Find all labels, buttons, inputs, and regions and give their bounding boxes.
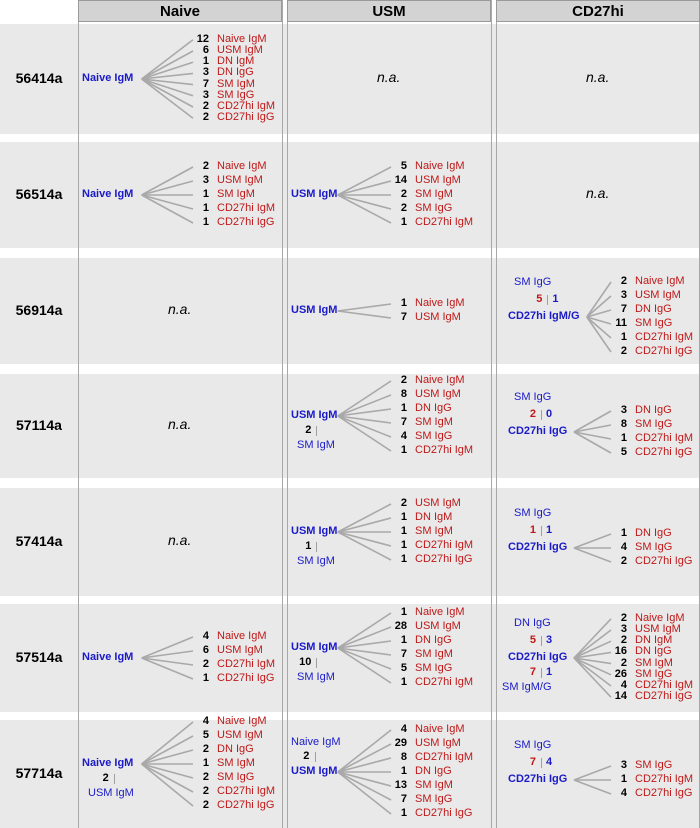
target-label: SM IgG (635, 317, 673, 329)
target-count: 1 (400, 807, 407, 819)
upstream-count-left: 7 (529, 756, 536, 768)
target-count: 3 (620, 623, 627, 635)
count-separator (541, 758, 542, 768)
target-count: 1 (400, 444, 407, 456)
target-count: 2 (620, 634, 627, 647)
target-count: 1 (400, 297, 407, 309)
sample-id: 57514a (15, 649, 63, 665)
target-count: 2 (202, 771, 209, 783)
target-count: 1 (620, 773, 627, 785)
count-separator (316, 542, 317, 552)
target-label: CD27hi IgG (635, 446, 693, 458)
target-count: 2 (202, 160, 209, 172)
target-label: SM IgG (635, 667, 673, 680)
target-count: 1 (400, 216, 407, 228)
count-separator (541, 410, 542, 420)
target-count: 2 (620, 275, 627, 287)
downstream-count: 2 (305, 424, 312, 436)
downstream-label: USM IgM (88, 787, 134, 799)
target-count: 6 (202, 44, 209, 56)
target-label: DN IgG (415, 765, 452, 777)
target-label: CD27hi IgG (217, 216, 275, 228)
upstream-count-right: 0 (546, 408, 553, 420)
target-label: DN IgG (635, 303, 672, 315)
target-label: DN IgG (217, 743, 254, 755)
target-label: CD27hi IgM (217, 658, 276, 670)
target-label: SM IgM (415, 779, 453, 791)
target-count: 2 (202, 743, 209, 755)
target-label: DN IgG (415, 402, 452, 414)
target-count: 2 (400, 497, 407, 509)
target-count: 12 (196, 32, 209, 45)
target-label: CD27hi IgG (217, 111, 275, 124)
upstream-label: SM IgG (514, 391, 552, 403)
downstream-label: SM IgM (297, 671, 335, 683)
target-count: 1 (202, 55, 209, 68)
target-count: 7 (400, 793, 407, 805)
target-label: DN IgG (217, 66, 254, 79)
target-label: CD27hi IgM (415, 444, 474, 456)
target-count: 7 (620, 303, 627, 315)
target-label: DN IgM (415, 511, 453, 523)
upstream-label: SM IgG (514, 276, 552, 288)
column-header-naive: Naive (78, 0, 282, 22)
target-count: 5 (400, 160, 407, 172)
target-label: USM IgM (217, 44, 263, 56)
downstream-count-left: 7 (529, 666, 536, 678)
target-count: 4 (620, 679, 627, 691)
target-count: 1 (202, 757, 209, 769)
target-label: DN IgM (635, 634, 673, 647)
target-label: USM IgM (217, 174, 263, 186)
target-label: Naive IgM (415, 297, 465, 309)
upstream-label: SM IgG (514, 507, 552, 519)
source-node: CD27hi IgG (508, 541, 568, 553)
target-label: Naive IgM (415, 374, 465, 386)
source-node: Naive IgM (82, 757, 134, 769)
target-label: SM IgM (415, 525, 453, 537)
target-count: 1 (202, 188, 209, 200)
upstream-count-right: 1 (552, 293, 559, 305)
target-count: 16 (614, 645, 627, 658)
source-node: USM IgM (291, 188, 338, 200)
downstream-count: 1 (305, 540, 312, 552)
target-count: 7 (202, 77, 209, 90)
target-label: SM IgM (415, 416, 453, 428)
sample-id: 56914a (15, 302, 63, 318)
target-label: SM IgM (217, 77, 255, 90)
source-node: CD27hi IgG (508, 425, 568, 437)
sample-id: 57114a (16, 417, 62, 433)
target-label: Naive IgM (635, 275, 685, 287)
source-node: Naive IgM (82, 651, 134, 663)
target-label: SM IgG (635, 541, 673, 553)
downstream-label: SM IgM (297, 555, 335, 567)
upstream-count-right: 1 (546, 524, 553, 536)
target-count: 7 (400, 648, 407, 660)
source-node: USM IgM (291, 304, 338, 316)
sample-id: 57414a (15, 533, 63, 549)
target-label: SM IgG (217, 88, 255, 101)
source-node: CD27hi IgM/G (508, 310, 580, 322)
target-label: SM IgM (217, 757, 255, 769)
target-label: CD27hi IgM (415, 676, 474, 688)
target-label: USM IgM (217, 729, 263, 741)
target-label: CD27hi IgG (635, 787, 693, 799)
target-label: DN IgM (217, 55, 255, 68)
target-label: Naive IgM (217, 715, 267, 727)
target-label: SM IgM (635, 656, 673, 669)
target-count: 7 (400, 416, 407, 428)
target-count: 1 (400, 539, 407, 551)
target-label: USM IgM (415, 737, 461, 749)
source-node: Naive IgM (82, 72, 134, 84)
target-count: 2 (202, 100, 209, 112)
target-count: 8 (400, 751, 407, 763)
count-separator (541, 636, 542, 646)
target-label: SM IgG (415, 793, 453, 805)
target-count: 2 (620, 656, 627, 669)
downstream-count-right: 1 (546, 666, 553, 678)
target-label: USM IgM (415, 388, 461, 400)
target-label: SM IgG (217, 771, 255, 783)
target-count: 1 (400, 676, 407, 688)
count-separator (316, 426, 317, 436)
upstream-label: SM IgG (514, 739, 552, 751)
target-label: SM IgG (635, 418, 673, 430)
target-label: CD27hi IgM (415, 539, 474, 551)
target-count: 14 (394, 174, 407, 186)
target-label: CD27hi IgM (415, 216, 474, 228)
target-count: 1 (400, 525, 407, 537)
target-count: 7 (400, 311, 407, 323)
target-count: 1 (202, 202, 209, 214)
target-count: 4 (202, 630, 209, 642)
downstream-label: SM IgM (297, 439, 335, 451)
count-separator (315, 752, 316, 762)
target-count: 3 (620, 759, 627, 771)
target-count: 2 (400, 374, 407, 386)
target-count: 1 (400, 511, 407, 523)
not-available-label: n.a. (586, 69, 610, 85)
target-count: 2 (202, 785, 209, 797)
target-count: 1 (202, 216, 209, 228)
target-count: 2 (620, 555, 627, 567)
target-count: 1 (400, 402, 407, 414)
source-node: USM IgM (291, 409, 338, 421)
target-count: 14 (614, 690, 627, 703)
target-count: 29 (394, 737, 407, 749)
target-count: 3 (202, 66, 209, 79)
target-label: SM IgM (415, 648, 453, 660)
target-count: 3 (620, 404, 627, 416)
target-label: DN IgG (635, 645, 672, 658)
target-count: 2 (620, 345, 627, 357)
target-label: CD27hi IgG (415, 807, 473, 819)
target-count: 2 (400, 202, 407, 214)
source-node: Naive IgM (82, 188, 134, 200)
target-count: 26 (614, 667, 627, 680)
target-label: CD27hi IgG (217, 672, 275, 684)
target-label: SM IgG (635, 759, 673, 771)
target-label: Naive IgM (635, 611, 685, 624)
column-header-cd27hi: CD27hi (496, 0, 700, 22)
source-node: CD27hi IgG (508, 651, 568, 663)
downstream-count: 2 (102, 772, 109, 784)
target-label: CD27hi IgM (635, 773, 694, 785)
target-label: USM IgM (415, 620, 461, 632)
target-count: 5 (202, 729, 209, 741)
target-label: Naive IgM (415, 160, 465, 172)
not-available-label: n.a. (168, 301, 192, 317)
target-label: CD27hi IgG (217, 799, 275, 811)
target-count: 8 (400, 388, 407, 400)
target-count: 13 (394, 779, 407, 791)
target-count: 8 (620, 418, 627, 430)
upstream-count-left: 5 (529, 634, 536, 646)
target-count: 1 (400, 765, 407, 777)
target-count: 1 (400, 606, 407, 618)
target-count: 5 (620, 446, 627, 458)
target-count: 1 (620, 331, 627, 343)
upstream-count-left: 2 (529, 408, 536, 420)
target-label: USM IgM (635, 623, 681, 635)
target-count: 6 (202, 644, 209, 656)
target-count: 3 (620, 289, 627, 301)
target-label: USM IgM (217, 644, 263, 656)
target-label: CD27hi IgM (635, 679, 694, 691)
count-separator (541, 668, 542, 678)
column-header-usm: USM (287, 0, 491, 22)
target-label: SM IgM (415, 188, 453, 200)
target-label: USM IgM (415, 497, 461, 509)
target-label: CD27hi IgM (217, 100, 276, 112)
target-count: 4 (400, 723, 407, 735)
source-node: USM IgM (291, 525, 338, 537)
count-separator (547, 295, 548, 305)
count-separator (316, 658, 317, 668)
target-count: 3 (202, 174, 209, 186)
target-label: USM IgM (635, 289, 681, 301)
source-node: USM IgM (291, 641, 338, 653)
upstream-label: DN IgG (514, 617, 551, 629)
target-label: CD27hi IgG (635, 690, 693, 703)
sample-id: 57714a (15, 765, 63, 781)
target-count: 2 (202, 799, 209, 811)
count-separator (114, 774, 115, 784)
target-label: CD27hi IgM (415, 751, 474, 763)
source-node: CD27hi IgG (508, 773, 568, 785)
target-label: DN IgG (635, 527, 672, 539)
sample-id: 56414a (15, 70, 63, 86)
upstream-count: 2 (303, 750, 310, 762)
target-label: DN IgG (635, 404, 672, 416)
target-label: CD27hi IgG (415, 553, 473, 565)
target-count: 1 (202, 672, 209, 684)
not-available-label: n.a. (168, 416, 192, 432)
downstream-count: 10 (299, 656, 312, 668)
target-count: 2 (202, 111, 209, 124)
target-label: CD27hi IgM (217, 785, 276, 797)
target-label: USM IgM (415, 174, 461, 186)
target-label: Naive IgM (415, 723, 465, 735)
target-label: DN IgG (415, 634, 452, 646)
upstream-count-right: 3 (546, 634, 553, 646)
target-count: 2 (400, 188, 407, 200)
target-label: SM IgM (217, 188, 255, 200)
target-count: 4 (400, 430, 407, 442)
target-count: 5 (400, 662, 407, 674)
target-label: SM IgG (415, 430, 453, 442)
downstream-label: SM IgM/G (502, 681, 552, 693)
upstream-label: Naive IgM (291, 736, 341, 748)
target-label: CD27hi IgM (217, 202, 276, 214)
target-label: Naive IgM (415, 606, 465, 618)
target-label: CD27hi IgM (635, 331, 694, 343)
target-count: 4 (202, 715, 209, 727)
target-count: 1 (400, 634, 407, 646)
target-label: Naive IgM (217, 160, 267, 172)
target-count: 11 (615, 317, 627, 329)
sample-id: 56514a (15, 186, 63, 202)
count-separator (541, 526, 542, 536)
target-label: SM IgG (415, 662, 453, 674)
target-label: SM IgG (415, 202, 453, 214)
not-available-label: n.a. (377, 69, 401, 85)
target-label: CD27hi IgG (635, 345, 693, 357)
not-available-label: n.a. (168, 532, 192, 548)
target-label: CD27hi IgM (635, 432, 694, 444)
target-count: 1 (620, 432, 627, 444)
source-node: USM IgM (291, 765, 338, 777)
target-count: 28 (394, 620, 407, 632)
target-label: USM IgM (415, 311, 461, 323)
target-label: Naive IgM (217, 32, 267, 45)
target-count: 4 (620, 541, 627, 553)
upstream-count-left: 5 (536, 293, 543, 305)
upstream-count-right: 4 (546, 756, 553, 768)
not-available-label: n.a. (586, 185, 610, 201)
target-count: 2 (620, 611, 627, 624)
target-count: 3 (202, 88, 209, 101)
target-count: 1 (620, 527, 627, 539)
target-label: CD27hi IgG (635, 555, 693, 567)
target-count: 4 (620, 787, 627, 799)
target-count: 2 (202, 658, 209, 670)
upstream-count-left: 1 (529, 524, 536, 536)
target-count: 1 (400, 553, 407, 565)
target-label: Naive IgM (217, 630, 267, 642)
